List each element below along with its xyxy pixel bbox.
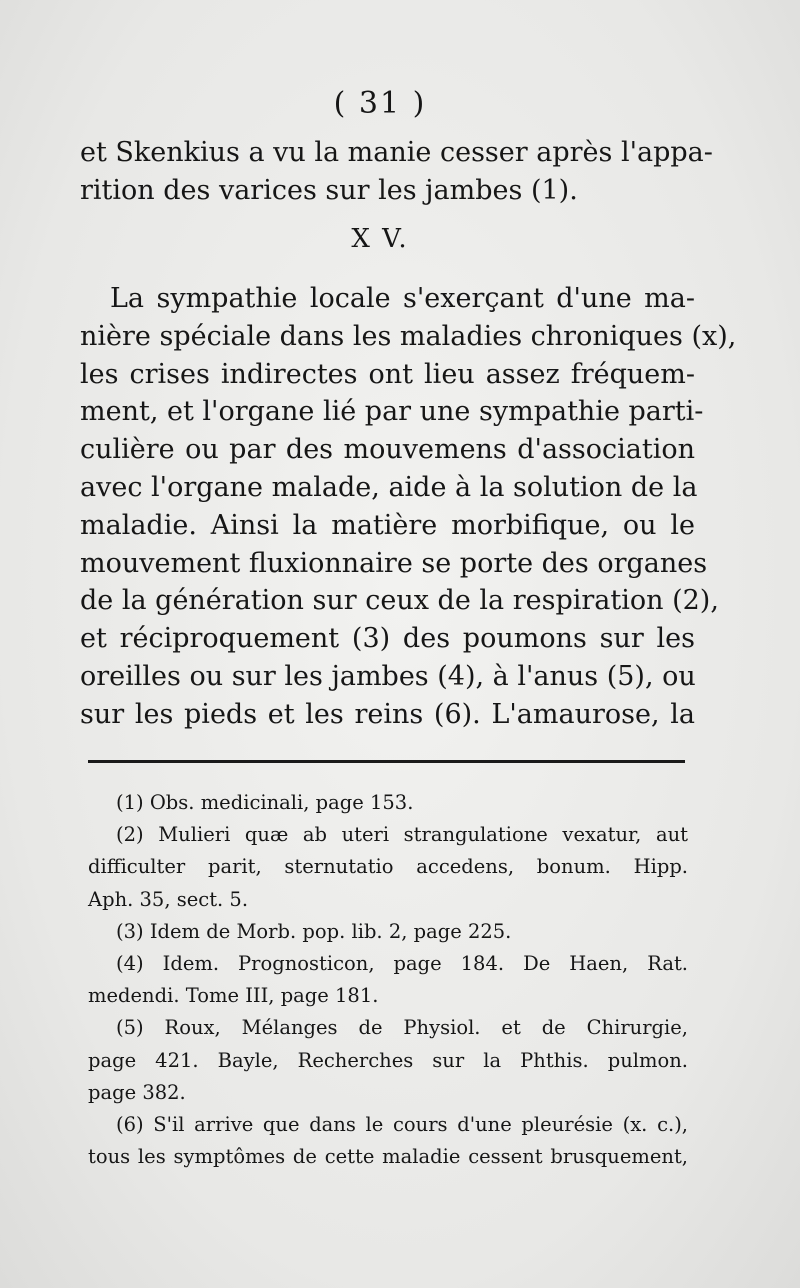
footnote-line: (2) Mulieri quæ ab uteri strangulatione vexatur, aut <box>116 823 688 847</box>
text-line: avec l'organe malade, aide à la solution de la <box>80 471 698 503</box>
page-number: ( 31 ) <box>333 86 427 121</box>
footnote-line: page 382. <box>88 1080 186 1104</box>
footnote-line: (1) Obs. medicinali, page 153. <box>116 791 414 814</box>
text-line: et Skenkius a vu la manie cesser après l'appa- <box>80 137 713 168</box>
footnote-line: page 421. Bayle, Recherches sur la Phthis. pulmon. <box>88 1048 688 1072</box>
text-line: et réciproquement (3) des poumons sur les <box>80 623 695 655</box>
footnote-rule <box>88 760 685 763</box>
text-line: ment, et l'organe lié par une sympathie parti- <box>80 396 704 428</box>
footnotes <box>88 787 688 1173</box>
text-line: oreilles ou sur les jambes (4), à l'anus (5), ou <box>80 660 696 692</box>
text-line: les crises indirectes ont lieu assez fréquem- <box>80 358 695 390</box>
text-line: maladie. Ainsi la matière morbifique, ou le <box>80 509 695 541</box>
footnote-line: medendi. Tome III, page 181. <box>88 984 379 1008</box>
footnote-line: (5) Roux, Mélanges de Physiol. et de Chirurgie, <box>116 1016 688 1040</box>
paragraph <box>80 280 737 734</box>
footnote-line: tous les symptômes de cette maladie cessent brusquement, <box>88 1145 688 1169</box>
text-line: culière ou par des mouvemens d'association <box>80 434 695 466</box>
footnote-line: (4) Idem. Prognosticon, page 184. De Haen, Rat. <box>116 951 688 975</box>
footnote-line: difficulter parit, sternutatio accedens, bonum. Hipp. <box>88 855 688 879</box>
text-line: de la génération sur ceux de la respiration (2), <box>80 585 719 617</box>
section-heading: X V. <box>351 224 409 254</box>
text-line: La sympathie locale s'exerçant d'une ma- <box>110 283 695 314</box>
footnote-line: (6) S'il arrive que dans le cours d'une pleurésie (x. c.), <box>116 1112 688 1136</box>
text-line: mouvement fluxionnaire se porte des organes <box>80 547 708 579</box>
opening-text <box>80 134 713 210</box>
text-line: nière spéciale dans les maladies chroniques (x), <box>80 320 737 352</box>
footnote-line: (3) Idem de Morb. pop. lib. 2, page 225. <box>116 919 512 943</box>
text-line: rition des varices sur les jambes (1). <box>80 174 578 206</box>
footnote-line: Aph. 35, sect. 5. <box>88 887 249 911</box>
text-line: sur les pieds et les reins (6). L'amaurose, la <box>80 698 695 730</box>
